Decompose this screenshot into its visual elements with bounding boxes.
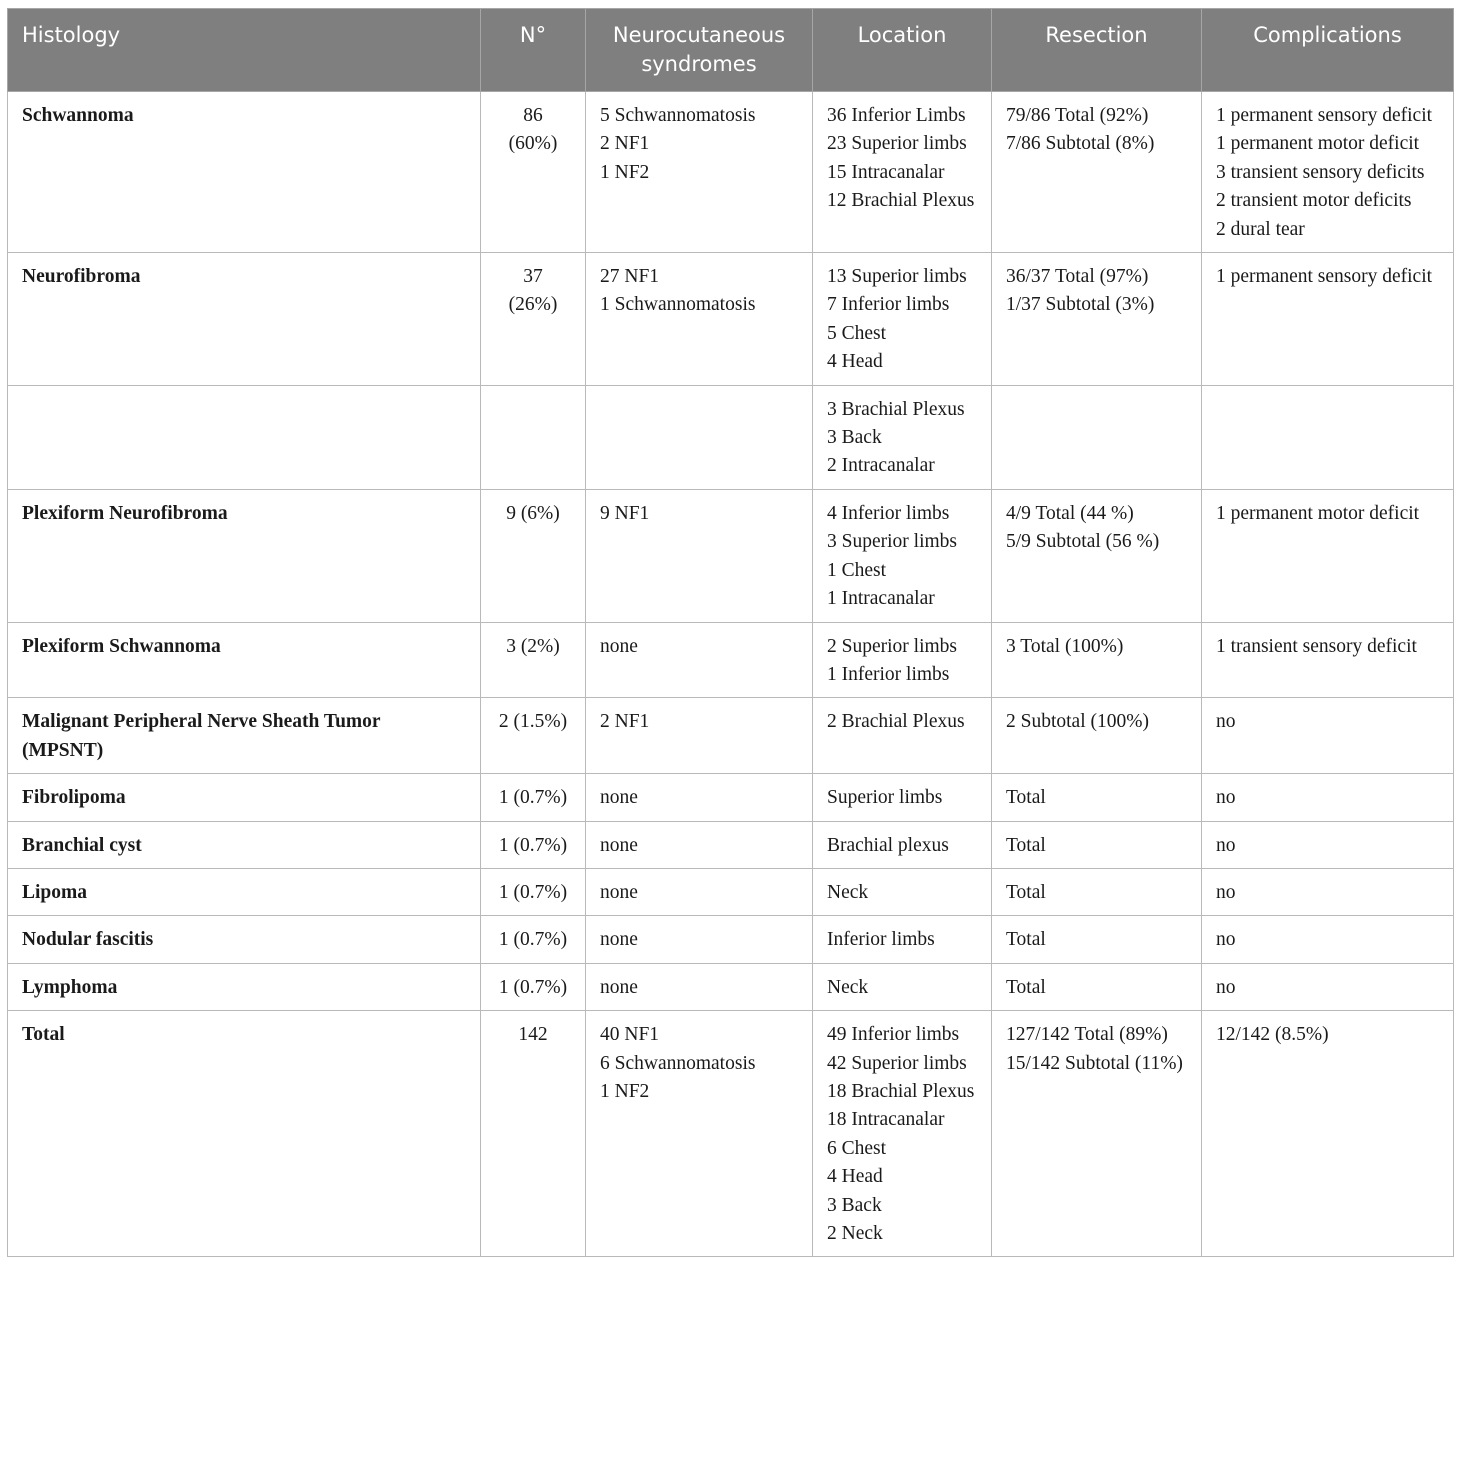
cell-location <box>813 963 992 1010</box>
cell-line: 1 permanent sensory deficit <box>1216 266 1433 288</box>
cell-line: no <box>1216 881 1236 903</box>
cell-line: 1 NF2 <box>600 161 650 183</box>
cell-line: no <box>1216 834 1236 856</box>
cell-line: 6 Schwannomatosis <box>600 1052 756 1074</box>
cell-line: 1 permanent motor deficit <box>1216 133 1420 155</box>
cell-location <box>813 253 992 386</box>
table-row <box>8 868 1454 915</box>
cell-line: 9 (6%) <box>506 502 560 524</box>
cell-line: none <box>600 635 638 657</box>
cell-histology: Fibrolipoma <box>8 774 481 821</box>
cell-line: 18 Intracanalar <box>827 1109 945 1131</box>
cell-line: 27 NF1 <box>600 266 660 288</box>
cell-line: 12 Brachial Plexus <box>827 190 975 212</box>
table-row <box>8 916 1454 963</box>
cell-syndromes <box>586 622 813 698</box>
cell-line: 23 Superior limbs <box>827 133 967 155</box>
cell-syndromes <box>586 385 813 489</box>
cell-n <box>481 868 586 915</box>
cell-line: 2 dural tear <box>1216 218 1305 240</box>
cell-line: Inferior limbs <box>827 929 935 951</box>
cell-line: none <box>600 881 638 903</box>
cell-line: 3 transient sensory deficits <box>1216 161 1425 183</box>
table-row <box>8 821 1454 868</box>
table-row <box>8 622 1454 698</box>
cell-line: 1 permanent sensory deficit <box>1216 105 1433 126</box>
cell-line: 15/142 Subtotal (11%) <box>1006 1052 1183 1074</box>
cell-line: 1 (0.7%) <box>498 787 568 809</box>
cell-line: 13 Superior limbs <box>827 266 967 288</box>
cell-syndromes <box>586 253 813 386</box>
cell-line: 15 Intracanalar <box>827 161 945 183</box>
cell-line: 7 Inferior limbs <box>827 294 950 316</box>
cell-n <box>481 92 586 253</box>
cell-complications <box>1202 489 1454 622</box>
cell-n <box>481 253 586 386</box>
cell-line: Neck <box>827 881 869 903</box>
cell-histology: Plexiform Schwannoma <box>8 622 481 698</box>
cell-syndromes <box>586 774 813 821</box>
cell-line: 40 NF1 <box>600 1024 660 1046</box>
cell-n <box>481 698 586 774</box>
cell-line: Total <box>1006 881 1046 903</box>
cell-location <box>813 622 992 698</box>
cell-line: 5/9 Subtotal (56 %) <box>1006 531 1160 553</box>
cell-line: 1 transient sensory deficit <box>1216 635 1417 657</box>
cell-n <box>481 489 586 622</box>
cell-complications <box>1202 622 1454 698</box>
cell-line: Total <box>1006 976 1046 998</box>
cell-line: no <box>1216 711 1236 733</box>
cell-line: 1 (0.7%) <box>498 881 568 903</box>
cell-line: 5 Chest <box>827 322 887 344</box>
header-n: N° <box>481 9 586 92</box>
table-body <box>8 92 1454 1257</box>
cell-line: no <box>1216 929 1236 951</box>
cell-line: 2 Intracanalar <box>827 455 935 477</box>
cell-line: 142 <box>518 1024 548 1046</box>
cell-line: 2 NF1 <box>600 133 650 155</box>
cell-syndromes <box>586 489 813 622</box>
cell-histology: Branchial cyst <box>8 821 481 868</box>
cell-line: Total <box>1006 929 1046 951</box>
cell-n <box>481 963 586 1010</box>
header-histology: Histology <box>8 9 481 92</box>
cell-histology: Nodular fascitis <box>8 916 481 963</box>
cell-resection <box>992 1011 1202 1257</box>
cell-line: 3 Back <box>827 427 882 449</box>
table-row <box>8 774 1454 821</box>
cell-line: 4 Head <box>827 351 883 373</box>
cell-location <box>813 821 992 868</box>
cell-complications <box>1202 1011 1454 1257</box>
cell-line: none <box>600 976 638 998</box>
cell-complications <box>1202 385 1454 489</box>
cell-histology <box>8 385 481 489</box>
cell-line: 1 (0.7%) <box>498 976 568 998</box>
cell-location <box>813 92 992 253</box>
table-row <box>8 92 1454 253</box>
cell-line: 3 Total (100%) <box>1006 635 1124 657</box>
cell-line: 1 Inferior limbs <box>827 663 950 685</box>
cell-line: 1 permanent motor deficit <box>1216 502 1420 524</box>
cell-resection <box>992 916 1202 963</box>
cell-line: 2 NF1 <box>600 711 650 733</box>
cell-line: 1 NF2 <box>600 1080 650 1102</box>
cell-line: 79/86 Total (92%) <box>1006 105 1149 126</box>
header-location: Location <box>813 9 992 92</box>
cell-syndromes <box>586 1011 813 1257</box>
cell-location <box>813 1011 992 1257</box>
cell-histology: Malignant Peripheral Nerve Sheath Tumor (MPSNT) <box>8 698 481 774</box>
cell-line: 37 <box>523 266 543 288</box>
cell-resection <box>992 774 1202 821</box>
cell-line: Neck <box>827 976 869 998</box>
cell-location <box>813 774 992 821</box>
cell-complications <box>1202 916 1454 963</box>
cell-n <box>481 774 586 821</box>
cell-location <box>813 489 992 622</box>
cell-resection <box>992 821 1202 868</box>
cell-histology: Schwannoma <box>8 92 481 253</box>
cell-n <box>481 622 586 698</box>
cell-syndromes <box>586 916 813 963</box>
cell-histology: Plexiform Neurofibroma <box>8 489 481 622</box>
cell-line: 1/37 Subtotal (3%) <box>1006 294 1155 316</box>
cell-location <box>813 868 992 915</box>
cell-line: none <box>600 834 638 856</box>
table-row <box>8 963 1454 1010</box>
cell-line: none <box>600 929 638 951</box>
header-resection: Resection <box>992 9 1202 92</box>
cell-complications <box>1202 92 1454 253</box>
table-row <box>8 1011 1454 1257</box>
table-row <box>8 489 1454 622</box>
cell-resection <box>992 253 1202 386</box>
cell-line: none <box>600 787 638 809</box>
cell-resection <box>992 385 1202 489</box>
table-row <box>8 698 1454 774</box>
cell-line: 9 NF1 <box>600 502 650 524</box>
cell-line: 2 transient motor deficits <box>1216 190 1412 212</box>
cell-resection <box>992 92 1202 253</box>
cell-line: no <box>1216 787 1236 809</box>
cell-syndromes <box>586 868 813 915</box>
cell-line: 127/142 Total (89%) <box>1006 1024 1168 1046</box>
cell-line: 2 (1.5%) <box>498 711 568 733</box>
cell-line: 1 Intracanalar <box>827 588 935 610</box>
cell-resection <box>992 698 1202 774</box>
cell-line: no <box>1216 976 1236 998</box>
cell-histology: Total <box>8 1011 481 1257</box>
cell-resection <box>992 622 1202 698</box>
cell-line: 42 Superior limbs <box>827 1052 967 1074</box>
cell-syndromes <box>586 698 813 774</box>
cell-line: 3 Brachial Plexus <box>827 398 965 420</box>
cell-line: Total <box>1006 834 1046 856</box>
cell-line: 86 <box>523 105 543 126</box>
cell-complications <box>1202 868 1454 915</box>
cell-line: 49 Inferior limbs <box>827 1024 960 1046</box>
cell-complications <box>1202 253 1454 386</box>
cell-resection <box>992 489 1202 622</box>
cell-syndromes <box>586 92 813 253</box>
cell-line: 1 (0.7%) <box>498 834 568 856</box>
cell-location <box>813 916 992 963</box>
cell-n <box>481 1011 586 1257</box>
cell-resection <box>992 963 1202 1010</box>
cell-complications <box>1202 774 1454 821</box>
cell-location <box>813 385 992 489</box>
cell-line: 2 Subtotal (100%) <box>1006 711 1149 733</box>
header-complications: Complications <box>1202 9 1454 92</box>
cell-line: 1 (0.7%) <box>498 929 568 951</box>
cell-line: (60%) <box>508 133 558 155</box>
cell-line: 5 Schwannomatosis <box>600 105 756 126</box>
cell-n <box>481 916 586 963</box>
cell-histology: Lipoma <box>8 868 481 915</box>
cell-line: 36 Inferior Limbs <box>827 105 966 126</box>
cell-line: (26%) <box>508 294 558 316</box>
cell-line: 36/37 Total (97%) <box>1006 266 1149 288</box>
table-row <box>8 385 1454 489</box>
cell-line: 1 Chest <box>827 559 887 581</box>
cell-line: 3 (2%) <box>506 635 560 657</box>
cell-line: 2 Brachial Plexus <box>827 711 965 733</box>
cell-complications <box>1202 963 1454 1010</box>
cell-line: 12/142 (8.5%) <box>1216 1024 1329 1046</box>
cell-line: 3 Superior limbs <box>827 531 957 553</box>
cell-line: 4/9 Total (44 %) <box>1006 502 1134 524</box>
cell-syndromes <box>586 963 813 1010</box>
cell-complications <box>1202 698 1454 774</box>
cell-line: 2 Superior limbs <box>827 635 957 657</box>
cell-line: 1 Schwannomatosis <box>600 294 756 316</box>
table-row <box>8 253 1454 386</box>
cell-line: 2 Neck <box>827 1223 883 1244</box>
header-syndromes: Neurocutaneous syndromes <box>586 9 813 92</box>
nerve-tumor-table <box>7 8 1454 1257</box>
cell-line: Superior limbs <box>827 787 943 809</box>
cell-line: 3 Back <box>827 1194 882 1216</box>
cell-line: 6 Chest <box>827 1137 887 1159</box>
cell-location <box>813 698 992 774</box>
header-row <box>8 9 1454 92</box>
cell-line: Total <box>1006 787 1046 809</box>
cell-line: 7/86 Subtotal (8%) <box>1006 133 1155 155</box>
cell-line: 4 Head <box>827 1166 883 1188</box>
cell-line: 18 Brachial Plexus <box>827 1080 975 1102</box>
cell-syndromes <box>586 821 813 868</box>
table-container <box>7 8 1453 1257</box>
cell-n <box>481 821 586 868</box>
cell-histology: Lymphoma <box>8 963 481 1010</box>
cell-complications <box>1202 821 1454 868</box>
cell-histology: Neurofibroma <box>8 253 481 386</box>
cell-line: 4 Inferior limbs <box>827 502 950 524</box>
cell-resection <box>992 868 1202 915</box>
cell-n <box>481 385 586 489</box>
cell-line: Brachial plexus <box>827 834 949 856</box>
table-header <box>8 9 1454 92</box>
